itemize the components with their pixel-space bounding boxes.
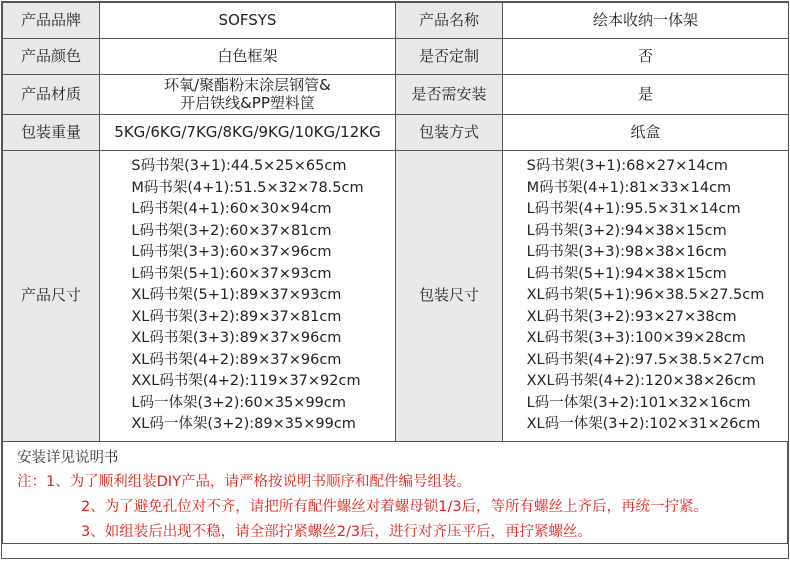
size-line: XL码书架(3+2):89×37×81cm [131, 308, 342, 325]
notes-title: 安装详见说明书 [17, 450, 119, 466]
value-custom: 否 [503, 39, 789, 75]
package-size-list [527, 156, 765, 436]
value-material [100, 75, 396, 115]
product-size-list [131, 156, 363, 436]
row-weight [3, 115, 789, 151]
material-line-2: 开启铁线&PP塑料筐 [180, 94, 315, 113]
size-line: XL码书架(5+1):89×37×93cm [131, 287, 342, 304]
label-brand: 产品品牌 [3, 3, 100, 39]
size-line: L码书架(3+2):60×37×81cm [131, 222, 332, 239]
size-line: L码书架(3+2):94×38×15cm [526, 222, 727, 239]
row-size [3, 151, 789, 442]
size-line: L码一体架(3+2):101×32×16cm [526, 394, 751, 411]
label-material: 产品材质 [3, 75, 100, 115]
size-line: XL码书架(5+1):96×38.5×27.5cm [526, 287, 765, 304]
value-product-size [100, 151, 396, 442]
size-line: XXL码书架(4+2):119×37×92cm [131, 373, 361, 390]
size-line: L码书架(3+3):98×38×16cm [526, 244, 727, 261]
size-line: XL码书架(4+2):97.5×38.5×27cm [526, 351, 765, 368]
size-line: L码一体架(3+2):60×35×99cm [131, 394, 347, 411]
size-line: S码书架(3+1):44.5×25×65cm [131, 158, 347, 175]
size-line: XL码书架(3+2):93×27×38cm [526, 308, 737, 325]
value-package-size [503, 151, 789, 442]
label-package-size: 包装尺寸 [396, 151, 503, 442]
size-line: XL码一体架(3+2):89×35×99cm [131, 416, 356, 433]
size-line: L码书架(5+1):60×37×93cm [131, 265, 332, 282]
note-line-1: 注：1、为了顺利组装DIY产品，请严格按说明书顺序和配件编号组装。 [17, 474, 472, 490]
size-line: XL码一体架(3+2):102×31×26cm [526, 416, 761, 433]
note-line-2: 2、为了避免孔位对不齐，请把所有配件螺丝对着螺母锁1/3后，等所有螺丝上齐后，再统一拧紧。 [81, 499, 709, 515]
row-brand [3, 3, 789, 39]
row-material [3, 75, 789, 115]
size-line: L码书架(5+1):94×38×15cm [526, 265, 727, 282]
size-line: L码书架(4+1):60×30×94cm [131, 201, 332, 218]
label-product-name: 产品名称 [396, 3, 503, 39]
note-line-3: 3、如组装后出现不稳，请全部拧紧螺丝2/3后，进行对齐压平后，再拧紧螺丝。 [81, 524, 593, 540]
size-line: XXL码书架(4+2):120×38×26cm [526, 373, 756, 390]
label-weight: 包装重量 [3, 115, 100, 151]
size-line: XL码书架(4+2):89×37×96cm [131, 351, 342, 368]
label-color: 产品颜色 [3, 39, 100, 75]
value-weight: 5KG/6KG/7KG/8KG/9KG/10KG/12KG [100, 115, 396, 151]
install-notes [2, 442, 788, 544]
size-line: XL码书架(3+3):100×39×28cm [526, 330, 746, 347]
row-color [3, 39, 789, 75]
size-line: M码书架(4+1):51.5×32×78.5cm [131, 179, 364, 196]
value-product-name: 绘本收纳一体架 [503, 3, 789, 39]
value-brand: SOFSYS [100, 3, 396, 39]
label-custom: 是否定制 [396, 39, 503, 75]
spec-sheet [1, 1, 789, 559]
size-line: L码书架(4+1):95.5×31×14cm [526, 201, 741, 218]
label-packing: 包装方式 [396, 115, 503, 151]
spec-table [2, 2, 789, 442]
value-color: 白色框架 [100, 39, 396, 75]
value-install: 是 [503, 75, 789, 115]
material-line-1: 环氧/聚酯粉末涂层钢管& [164, 76, 331, 95]
label-product-size: 产品尺寸 [3, 151, 100, 442]
size-line: S码书架(3+1):68×27×14cm [526, 158, 728, 175]
value-packing: 纸盒 [503, 115, 789, 151]
size-line: XL码书架(3+3):89×37×96cm [131, 330, 342, 347]
size-line: L码书架(3+3):60×37×96cm [131, 244, 332, 261]
size-line: M码书架(4+1):81×33×14cm [526, 179, 732, 196]
label-install: 是否需安装 [396, 75, 503, 115]
